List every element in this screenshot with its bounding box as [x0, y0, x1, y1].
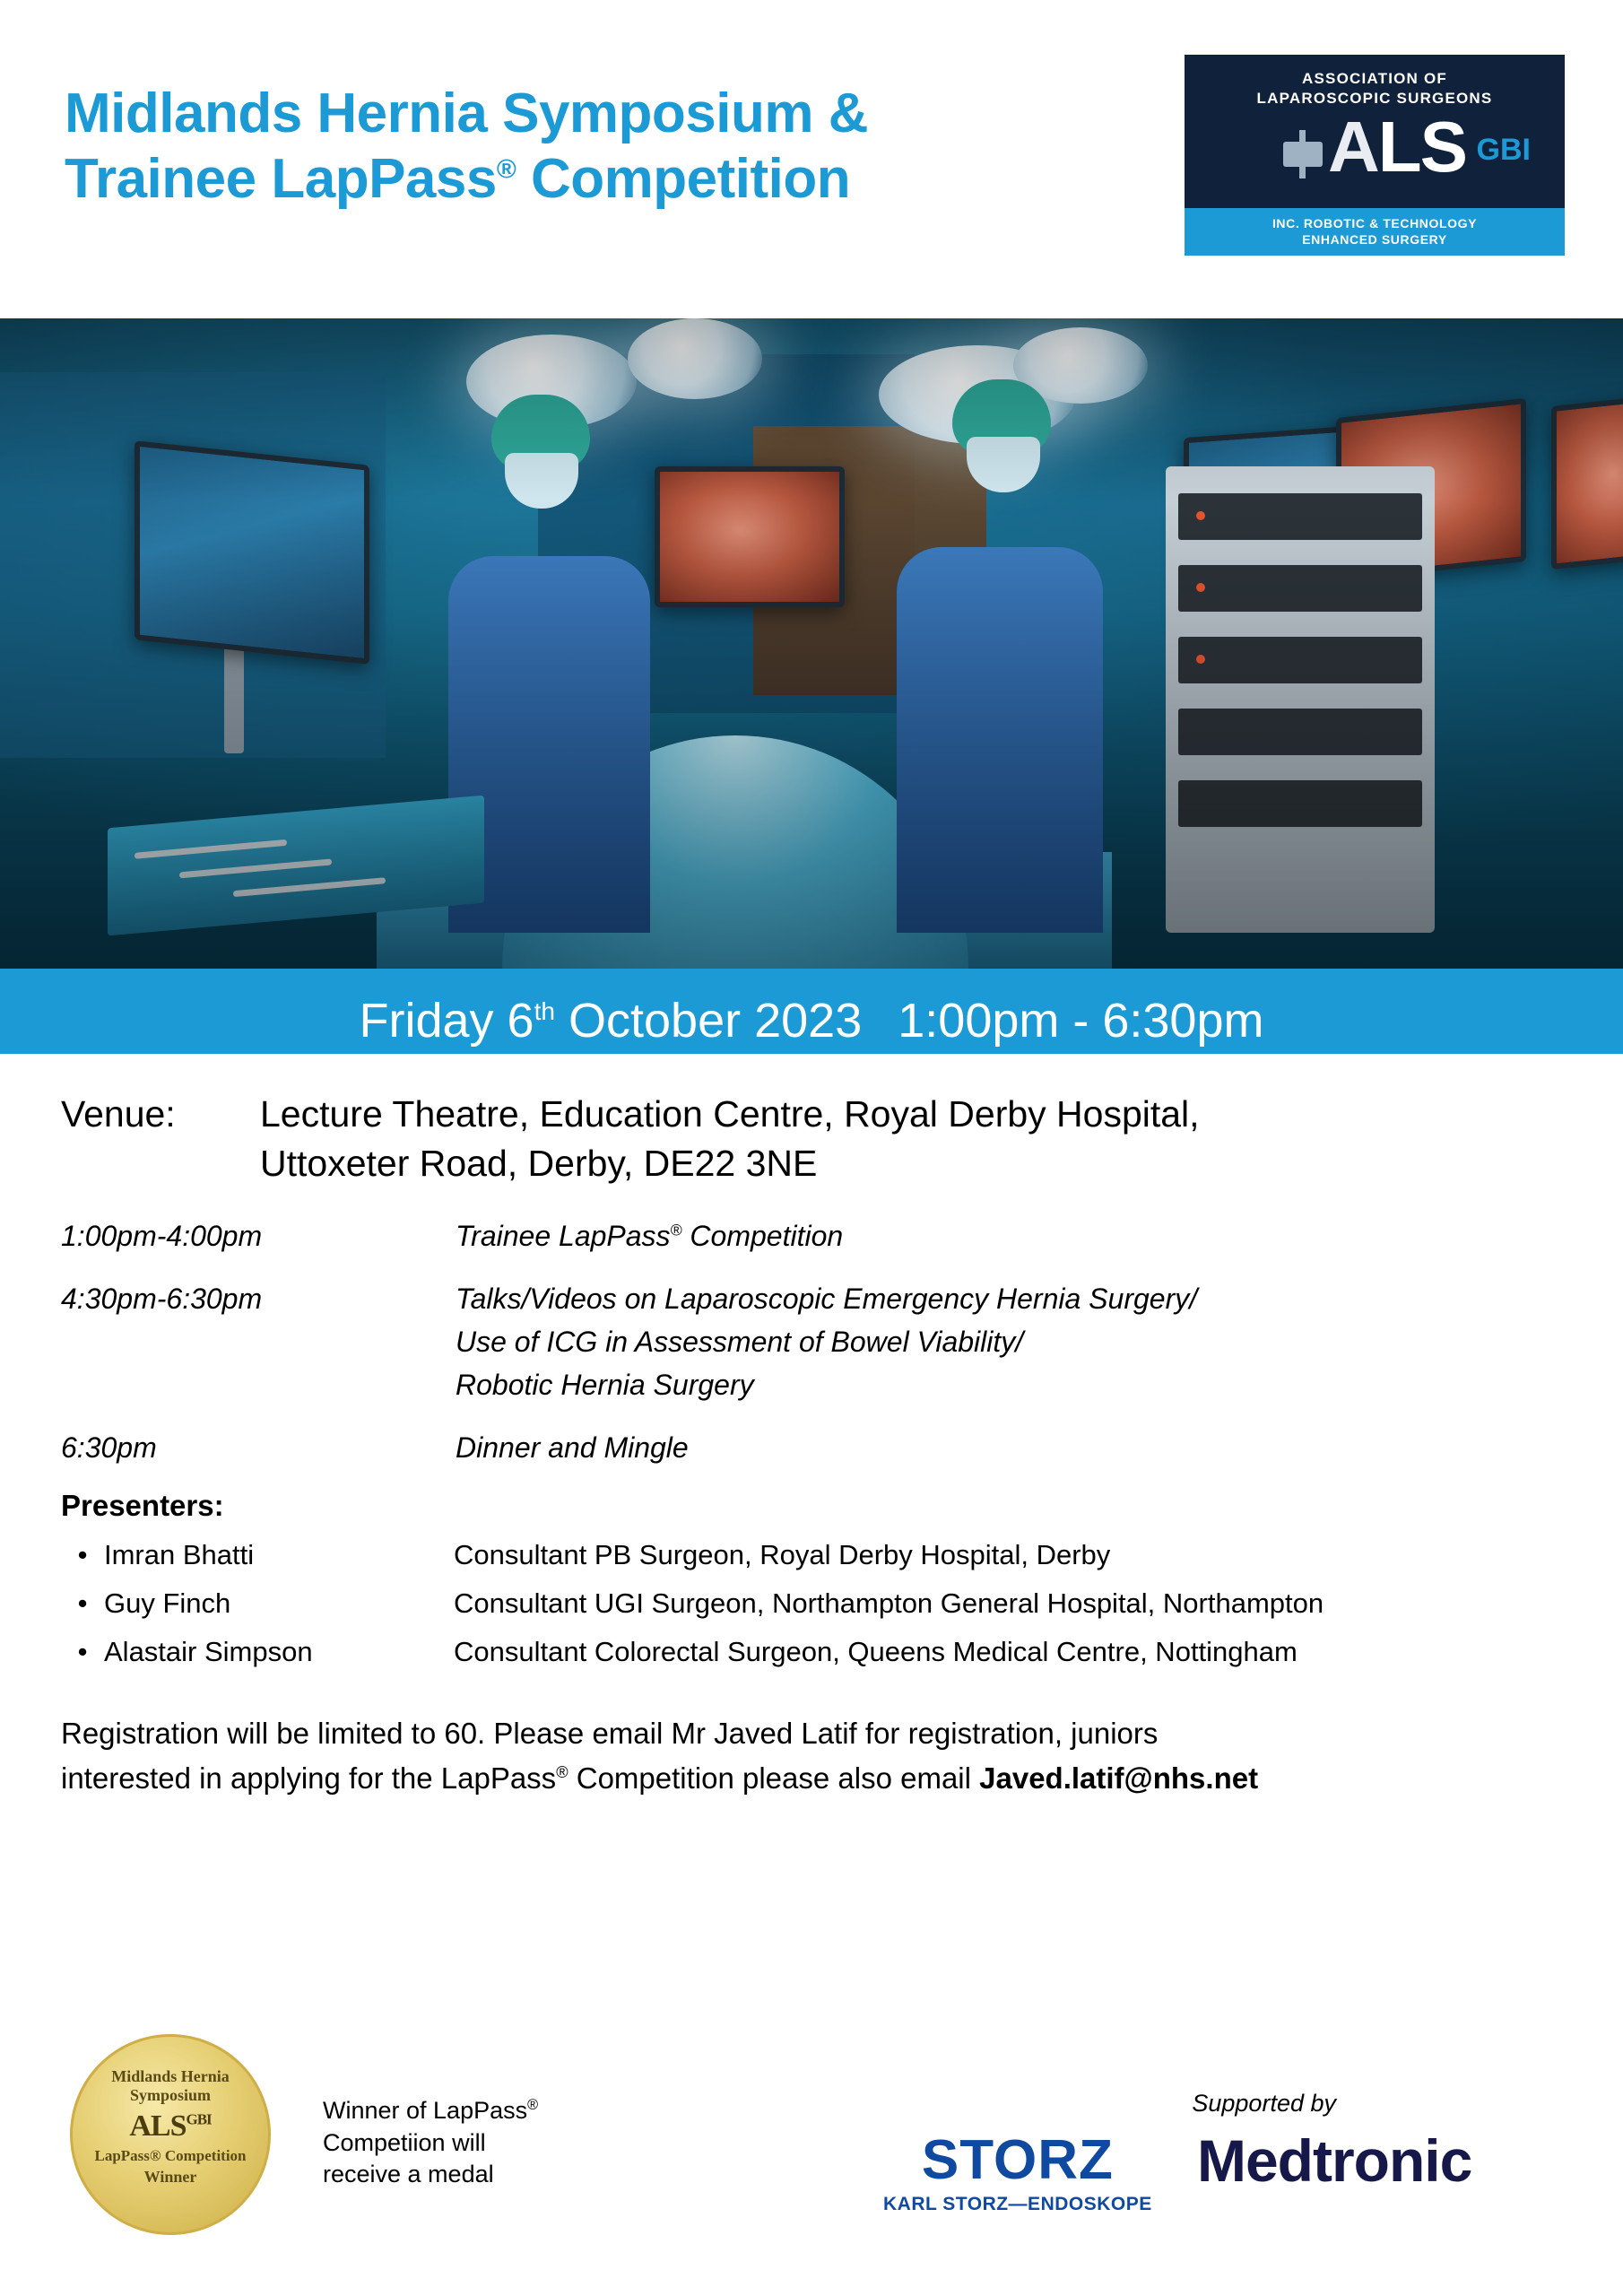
title-line-2-text: Trainee LapPass — [65, 148, 497, 211]
schedule-description — [456, 1214, 843, 1257]
event-day-ordinal: th — [534, 997, 556, 1025]
event-month-year: October 2023 — [555, 994, 863, 1048]
medal-badge — [70, 2034, 271, 2235]
poster-header — [0, 0, 1623, 318]
schedule-description-line: Use of ICG in Assessment of Bowel Viability/ — [456, 1326, 1024, 1359]
presenter-name: Guy Finch — [104, 1587, 231, 1620]
registered-mark: ® — [527, 2097, 539, 2113]
medal-winner-label: Winner — [143, 2167, 197, 2186]
venue-address-line-2: Uttoxeter Road, Derby, DE22 3NE — [260, 1142, 818, 1184]
event-time: 1:00pm - 6:30pm — [898, 994, 1264, 1048]
medal-subtitle: LapPass® Competition — [94, 2147, 247, 2165]
presenter-item — [61, 1631, 1567, 1674]
schedule-list — [61, 1214, 1567, 1469]
medal-letters-ls: LS — [150, 2109, 187, 2144]
hero-vignette — [0, 318, 1623, 969]
presenter-item — [61, 1582, 1567, 1625]
event-day: Friday 6 — [359, 994, 534, 1048]
schedule-time: 1:00pm-4:00pm — [61, 1220, 263, 1253]
schedule-time: 4:30pm-6:30pm — [61, 1283, 263, 1316]
schedule-description-line: Robotic Hernia Surgery — [456, 1369, 754, 1402]
venue-address — [260, 1090, 1200, 1187]
schedule-description-suffix: Competition — [681, 1220, 844, 1253]
medal-letter-a: A — [129, 2109, 151, 2144]
als-logo-top-text — [1185, 55, 1565, 109]
bullet-icon: • — [77, 1636, 88, 1668]
schedule-time: 6:30pm — [61, 1431, 157, 1465]
venue-address-line-1: Lecture Theatre, Education Centre, Royal Derby Hospital, — [260, 1093, 1200, 1135]
supported-by-label: Supported by — [1192, 2090, 1336, 2117]
als-letter-a: A — [1327, 106, 1378, 187]
laparoscope-icon — [1283, 142, 1323, 167]
hero-photo — [0, 318, 1623, 969]
registered-mark: ® — [556, 1762, 568, 1781]
title-line-2-suffix: Competition — [516, 148, 851, 211]
als-logo-bottom-line-2: ENHANCED SURGERY — [1302, 231, 1447, 247]
title-line-1: Midlands Hernia Symposium & — [65, 83, 869, 144]
karl-storz-subtitle: KARL STORZ—ENDOSKOPE — [883, 2194, 1152, 2214]
medal-gbi: GBI — [186, 2111, 212, 2129]
venue-block — [61, 1090, 1567, 1187]
als-letters-ls: LS — [1377, 106, 1466, 187]
venue-label: Venue: — [61, 1093, 176, 1135]
als-logo-bottom-text — [1185, 208, 1565, 256]
contact-email[interactable]: Javed.latif@nhs.net — [979, 1761, 1259, 1795]
presenter-item — [61, 1534, 1567, 1577]
medal-caption — [323, 2095, 538, 2191]
schedule-description: Dinner and Mingle — [456, 1431, 689, 1465]
schedule-description-text: Trainee LapPass — [456, 1220, 671, 1253]
schedule-item — [61, 1277, 1567, 1406]
als-logo-top-line-2: LAPAROSCOPIC SURGEONS — [1256, 90, 1493, 108]
presenter-role: Consultant UGI Surgeon, Northampton General Hospital, Northampton — [454, 1587, 1324, 1620]
bullet-icon: • — [77, 1539, 88, 1571]
registration-line-1: Registration will be limited to 60. Please email Mr Javed Latif for registration, juniors — [61, 1717, 1159, 1751]
poster-body — [0, 1054, 1623, 1800]
als-logo-top-line-1: ASSOCIATION OF — [1302, 70, 1447, 87]
presenter-name: Imran Bhatti — [104, 1539, 255, 1571]
medal-title — [73, 2067, 268, 2104]
als-logo-bottom-line-1: INC. ROBOTIC & TECHNOLOGY — [1271, 215, 1478, 230]
medal-caption-line-2: Competiion will — [323, 2128, 486, 2156]
schedule-description-line: Talks/Videos on Laparoscopic Emergency Hernia Surgery/ — [456, 1283, 1198, 1316]
schedule-item — [61, 1214, 1567, 1257]
bullet-icon: • — [77, 1587, 88, 1620]
als-letters — [1327, 106, 1466, 187]
medal-caption-line-3: receive a medal — [323, 2161, 494, 2188]
medal-title-line-2: Symposium — [129, 2085, 212, 2104]
karl-storz-wordmark: STORZ — [921, 2129, 1114, 2191]
schedule-item — [61, 1426, 1567, 1469]
poster-footer — [0, 2018, 1623, 2269]
registered-mark: ® — [496, 154, 516, 185]
als-logo — [1182, 52, 1567, 258]
medal-caption-line-1 — [323, 2095, 538, 2127]
medtronic-logo: Medtronic — [1197, 2127, 1472, 2194]
als-logo-gbi: GBI — [1476, 132, 1531, 167]
presenter-name: Alastair Simpson — [104, 1636, 313, 1668]
registration-line-2-mid: Competition please also email — [568, 1761, 980, 1795]
medal-caption-text: Winner of LapPass — [323, 2097, 528, 2124]
als-logo-mark — [1185, 106, 1565, 208]
registration-note — [61, 1711, 1567, 1800]
schedule-description — [456, 1277, 1197, 1406]
karl-storz-logo — [883, 2129, 1152, 2215]
title-line-2 — [65, 146, 1141, 212]
event-date-bar — [0, 969, 1623, 1054]
presenters-heading: Presenters: — [61, 1489, 224, 1523]
medal-title-line-1: Midlands Hernia — [111, 2067, 230, 2085]
page-title — [65, 81, 1141, 212]
registered-mark: ® — [670, 1221, 682, 1239]
registration-line-2-text: interested in applying for the LapPass — [61, 1761, 557, 1795]
medal-als-mark — [73, 2109, 268, 2144]
presenter-role: Consultant Colorectal Surgeon, Queens Medical Centre, Nottingham — [454, 1636, 1298, 1668]
presenter-role: Consultant PB Surgeon, Royal Derby Hospital, Derby — [454, 1539, 1111, 1571]
registration-line-2 — [61, 1756, 1567, 1801]
